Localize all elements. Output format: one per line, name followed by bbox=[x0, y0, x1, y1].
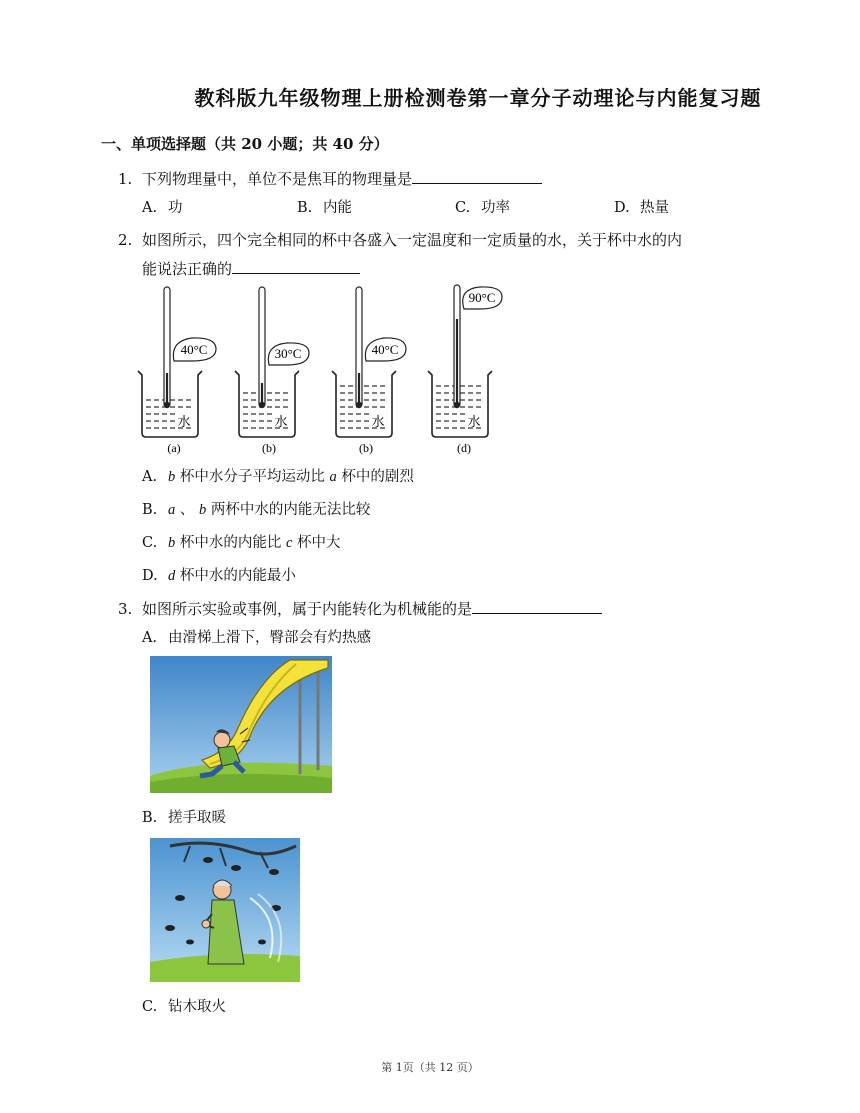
q3-option-c[interactable]: C. 钻木取火 bbox=[142, 999, 226, 1015]
beaker-label-a: (a) bbox=[167, 441, 181, 455]
beaker-d bbox=[428, 285, 502, 455]
question-1 bbox=[118, 168, 542, 189]
question-number: 1. bbox=[118, 170, 133, 188]
question-text: 如图所示实验或事例，属于内能转化为机械能的是 bbox=[142, 600, 473, 618]
page-footer: 第 1页（共 12 页） bbox=[381, 1061, 479, 1074]
q2-option-b[interactable]: B. a 、 b 两杯中水的内能无法比较 bbox=[142, 502, 371, 518]
q2-option-a[interactable]: A. b 杯中水分子平均运动比 a 杯中的剧烈 bbox=[142, 469, 414, 485]
rubbing-hands-illustration bbox=[150, 838, 300, 982]
q1-option-d[interactable]: D. 热量 bbox=[614, 200, 669, 216]
beaker-c bbox=[332, 287, 406, 455]
water-label-b: 水 bbox=[274, 414, 288, 429]
section-heading: 一、单项选择题（共 20 小题；共 40 分） bbox=[101, 135, 389, 153]
q3-option-b[interactable]: B. 搓手取暖 bbox=[142, 810, 226, 826]
answer-blank[interactable] bbox=[472, 599, 602, 614]
page-title: 教科版九年级物理上册检测卷第一章分子动理论与内能复习题 bbox=[194, 86, 762, 110]
q2-option-c[interactable]: C. b 杯中水的内能比 c 杯中大 bbox=[142, 535, 341, 551]
q3-option-a[interactable]: A. 由滑梯上滑下，臀部会有灼热感 bbox=[142, 630, 371, 646]
q2-option-d[interactable]: D. d 杯中水的内能最小 bbox=[142, 568, 296, 584]
q1-option-b[interactable]: B. 内能 bbox=[297, 200, 352, 216]
water-label-d: 水 bbox=[467, 414, 481, 429]
question-2-line2: 能说法正确的 bbox=[142, 258, 360, 279]
temp-label-d: 90°C bbox=[468, 290, 496, 305]
water-label-c: 水 bbox=[371, 414, 385, 429]
beaker-b bbox=[235, 287, 309, 455]
beaker-label-c: (b) bbox=[359, 441, 373, 455]
temp-label-b: 30°C bbox=[274, 346, 302, 361]
q1-option-a[interactable]: A. 功 bbox=[142, 200, 183, 216]
question-2 bbox=[118, 229, 682, 250]
question-3 bbox=[118, 598, 602, 619]
question-number: 3. bbox=[118, 600, 133, 618]
question-text: 如图所示，四个完全相同的杯中各盛入一定温度和一定质量的水，关于杯中水的内 bbox=[142, 231, 683, 249]
answer-blank[interactable] bbox=[232, 259, 360, 274]
question-number: 2. bbox=[118, 231, 133, 249]
temp-label-a: 40°C bbox=[180, 342, 208, 357]
q1-option-c[interactable]: C. 功率 bbox=[455, 200, 510, 216]
temp-label-c: 40°C bbox=[371, 342, 399, 357]
beaker-label-d: (d) bbox=[457, 441, 471, 455]
slide-illustration bbox=[150, 656, 332, 793]
question-text: 下列物理量中，单位不是焦耳的物理量是 bbox=[142, 170, 413, 188]
beakers-figure bbox=[132, 283, 512, 458]
beaker-label-b: (b) bbox=[262, 441, 276, 455]
answer-blank[interactable] bbox=[412, 169, 542, 184]
water-label-a: 水 bbox=[177, 414, 191, 429]
beaker-a bbox=[138, 287, 216, 455]
